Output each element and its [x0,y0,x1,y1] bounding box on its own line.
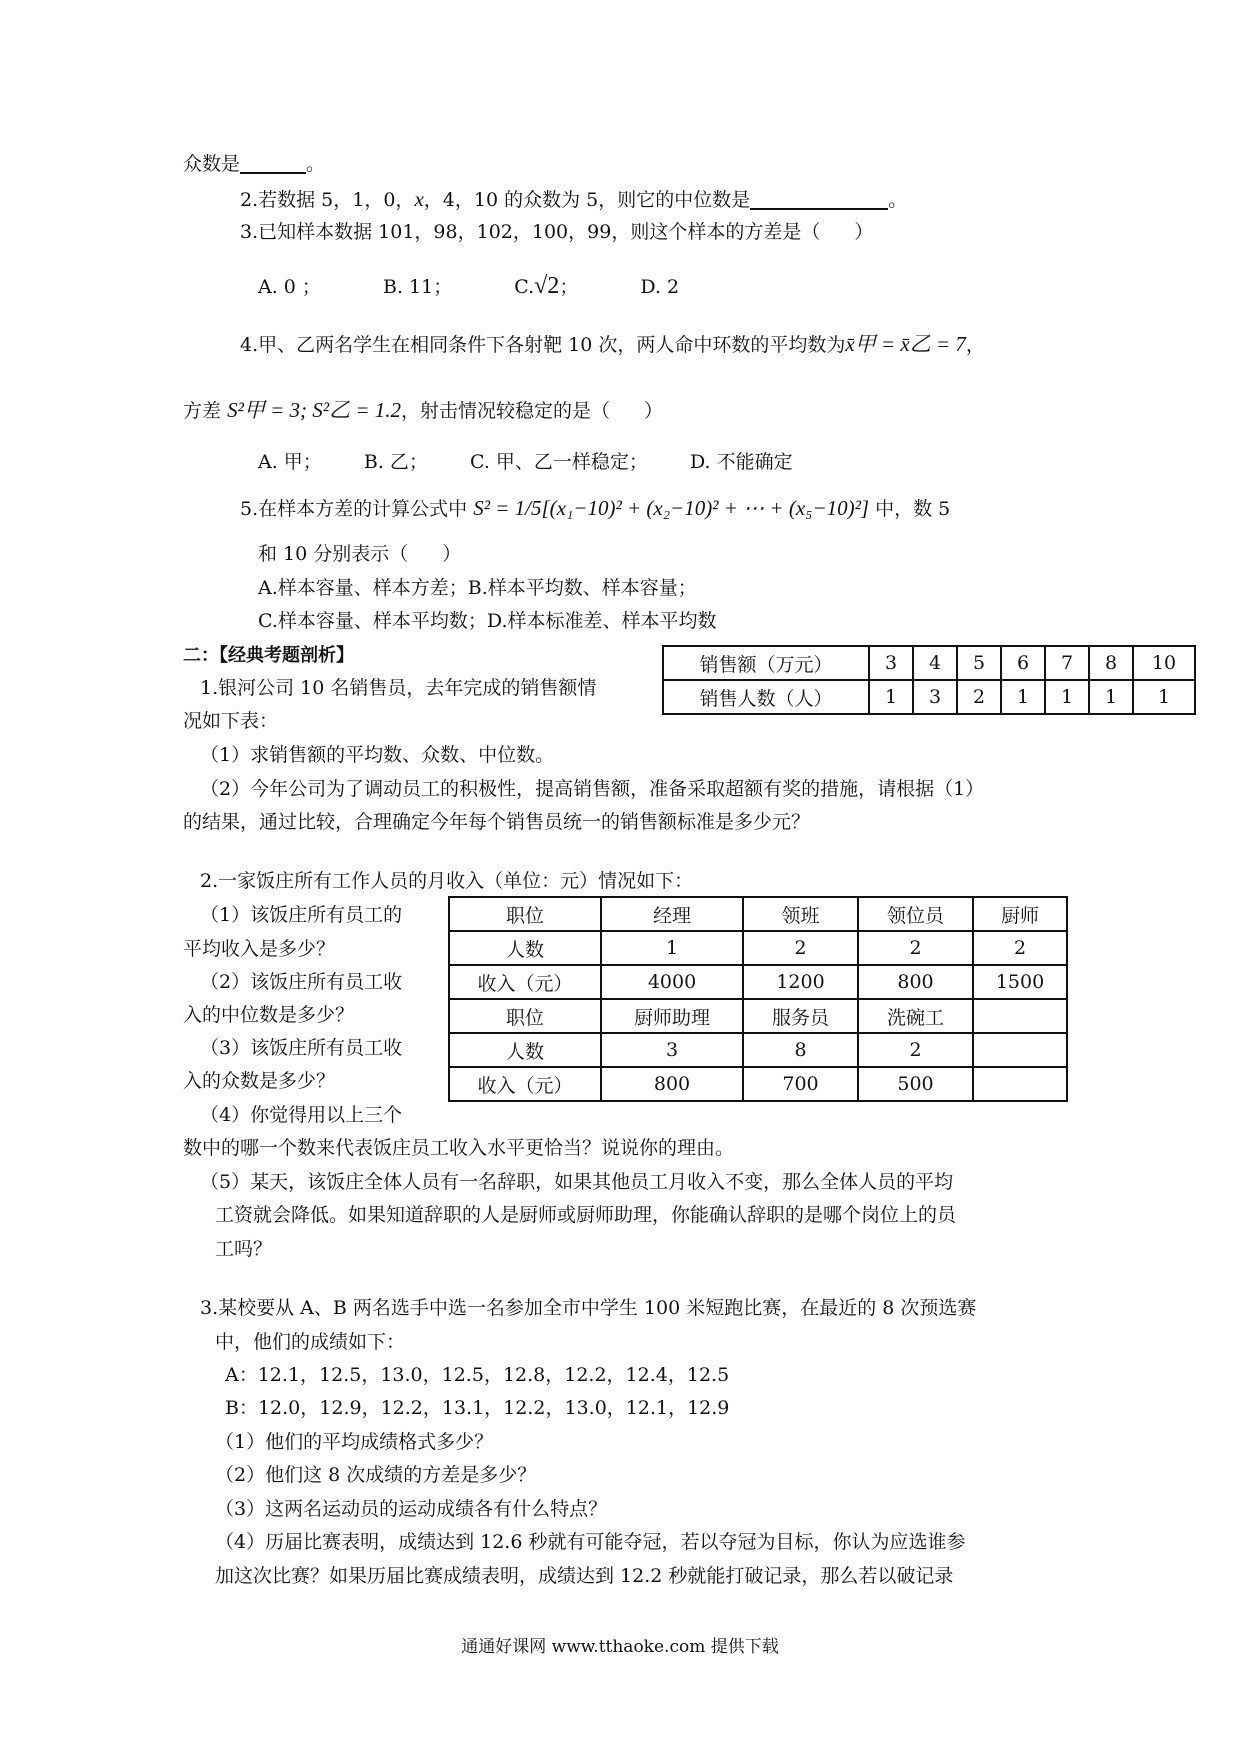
sales-table [662,645,1196,715]
question-4-variance: 方差 S²甲 = 3; S²乙 = 1.2，射击情况较稳定的是（ ） [183,398,664,422]
problem-3-part-1: （1）他们的平均成绩格式多少？ [215,1431,494,1453]
problem-2-part-5-continued: 工资就会降低。如果知道辞职的人是厨师或厨师助理，你能确认辞职的是哪个岗位上的员 [215,1204,957,1226]
table-row: 收入（元） 4000 1200 800 1500 [449,965,1067,999]
problem-1-part-2: （2）今年公司为了调动员工的积极性，提高销售额，准备采取超额有奖的措施，请根据（1） [200,778,985,800]
question-4: 4.甲、乙两名学生在相同条件下各射靶 10 次，两人命中环数的平均数为x̄甲 = x̄乙 = 7， [240,332,985,356]
question-5-continued: 和 10 分别表示（ ） [258,543,462,565]
table-row: 人数 3 8 2 [449,1033,1067,1067]
problem-2-part-5-end: 工吗？ [215,1238,273,1260]
table-row: 收入（元） 800 700 500 [449,1067,1067,1101]
sqrt-two: √2 [534,273,560,299]
question-5: 5.在样本方差的计算公式中 S² = 1/5[(x₁−10)² + (x₂−10)² + ⋯ + (x₅−10)²] 中，数 5 [240,496,951,520]
variance-formula: S² = 1/5[(x₁−10)² + (x₂−10)² + ⋯ + (x₅−10)²] [473,496,870,520]
section-heading: 二：【经典考题剖析】 [183,645,354,666]
problem-2-line: 入的中位数是多少？ [183,1004,355,1026]
answer-blank [240,172,306,174]
problem-3-part-4-continued: 加这次比赛？如果历届比赛成绩表明，成绩达到 12.2 秒就能打破记录，那么若以破记录 [215,1565,954,1587]
problem-2-title: 2.一家饭庄所有工作人员的月收入（单位：元）情况如下： [200,870,694,892]
question-2: 2.若数据 5，1，0，x，4，10 的众数为 5，则它的中位数是 。 [240,187,908,211]
question-5-options-2: C.样本容量、样本平均数；D.样本标准差、样本平均数 [258,610,717,632]
table-row: 人数 1 2 2 2 [449,931,1067,965]
problem-1: 1.银河公司 10 名销售员，去年完成的销售额情 [200,677,597,699]
problem-3-part-2: （2）他们这 8 次成绩的方差是多少？ [215,1464,537,1486]
income-table [448,896,1068,1102]
table-row: 职位 经理 领班 领位员 厨师 [449,897,1067,931]
problem-2-part-4: 数中的哪一个数来代表饭庄员工收入水平更恰当？说说你的理由。 [183,1137,735,1159]
table-row: 销售人数（人） 1 3 2 1 1 1 1 [663,680,1195,714]
problem-3-part-3: （3）这两名运动员的运动成绩各有什么特点？ [215,1498,608,1520]
mode-line: 众数是 。 [183,153,326,175]
problem-2-line: （2）该饭庄所有员工收 [200,971,403,993]
question-4-options: A. 甲； B. 乙； C. 甲、乙一样稳定； D. 不能确定 [258,451,793,473]
table-row: 销售额（万元） 3 4 5 6 7 8 10 [663,646,1195,680]
table-row: 职位 厨师助理 服务员 洗碗工 [449,999,1067,1033]
question-3: 3.已知样本数据 101，98，102，100，99，则这个样本的方差是（ ） [240,221,874,243]
page-footer: 通通好课网 www.tthaoke.com 提供下载 [461,1637,779,1657]
problem-3: 3.某校要从 A、B 两名选手中选一名参加全市中学生 100 米短跑比赛，在最近的 8 次预选赛 [200,1297,977,1319]
problem-3-scores-b: B：12.0，12.9，12.2，13.1，12.2，13.0，12.1，12.9 [225,1397,730,1419]
problem-1-part-1: （1）求销售额的平均数、众数、中位数。 [200,744,555,766]
answer-blank [750,208,888,210]
problem-1-continued: 况如下表： [183,710,279,732]
problem-2-line: （3）该饭庄所有员工收 [200,1037,403,1059]
problem-2-part-5: （5）某天，该饭庄全体人员有一名辞职，如果其他员工月收入不变，那么全体人员的平均 [200,1171,954,1193]
problem-2-line: 入的众数是多少？ [183,1070,336,1092]
problem-2-line: （4）你觉得用以上三个 [200,1104,403,1126]
problem-2-line: （1）该饭庄所有员工的 [200,904,403,926]
problem-1-part-2-continued: 的结果，通过比较，合理确定今年每个销售员统一的销售额标准是多少元？ [183,811,811,833]
problem-3-continued: 中，他们的成绩如下： [215,1331,406,1353]
problem-3-scores-a: A：12.1，12.5，13.0，12.5，12.8，12.2，12.4，12.5 [225,1364,730,1386]
problem-2-line: 平均收入是多少？ [183,938,336,960]
question-3-options: A. 0 ； B. 11； C.√2； D. 2 [258,273,680,299]
question-5-options-1: A.样本容量、样本方差；B.样本平均数、样本容量； [258,577,697,599]
problem-3-part-4: （4）历届比赛表明，成绩达到 12.6 秒就有可能夺冠，若以夺冠为目标，你认为应选谁参 [215,1531,966,1553]
